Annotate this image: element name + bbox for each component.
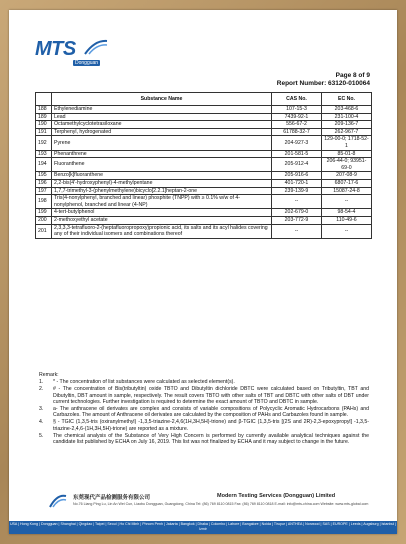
row-no: 201 bbox=[36, 224, 52, 238]
remark-note bbox=[39, 433, 369, 445]
page-header-info bbox=[277, 72, 370, 88]
footer bbox=[49, 491, 389, 517]
note-text: * - The concentration of list substances were calculated as selected element(s). bbox=[53, 379, 235, 386]
row-name: 2,2-bis(4'-hydroxyphenyl)-4-methylpentane bbox=[52, 179, 272, 187]
row-cas: 201-581-5 bbox=[272, 150, 322, 158]
row-ec: 207-08-9 bbox=[322, 172, 372, 180]
page-label: Page 8 of 9 bbox=[335, 72, 370, 79]
mts-logo bbox=[35, 38, 115, 78]
row-cas: -- bbox=[272, 224, 322, 238]
table-row bbox=[36, 158, 372, 172]
network-locations-bar: USA | Hong Kong | Dongguan | Shanghai | Qingdao | Taipei | Seoul | Ho Chi Minh | Phnom Penh | Jakarta | Bangkok | Dhaka | Colombo | Lahore | Bangalore | Noida | Tirupur | ANTHEA | Norwood | SAS | EUROPE | Leeds | Augsburg | Istanbul | Izmir bbox=[9, 521, 397, 534]
row-cas: 61788-32-7 bbox=[272, 128, 322, 136]
note-num: 2. bbox=[39, 386, 44, 393]
table-row bbox=[36, 216, 372, 224]
substance-table bbox=[35, 92, 372, 239]
row-name: 2,3,3,3-tetrafluoro-2-(heptafluoropropoxy)propionic acid, its salts and its acyl halides covering any of their individual isomers and combinations thereof bbox=[52, 224, 272, 238]
row-cas: 203-772-9 bbox=[272, 216, 322, 224]
row-name: Fluoranthene bbox=[52, 158, 272, 172]
note-text: § - TGIC (1,3,5-tris (oxiranylmethyl) -1,3,5-triazine-2,4,6(1H,3H,5H)-trione) and β-TGIC (1,3,5-tris [(2S and 2R)-2,3-epoxypropyl] -1,3,5-triazine-2,4,6-(1H,3H,5H)-trione) are reported as a mixture. bbox=[53, 419, 369, 432]
row-name: Terphenyl, hydrogenated bbox=[52, 128, 272, 136]
row-no: 197 bbox=[36, 187, 52, 195]
row-ec: 6807-17-6 bbox=[322, 179, 372, 187]
row-no: 199 bbox=[36, 209, 52, 217]
table-row bbox=[36, 128, 372, 136]
note-num: 1. bbox=[39, 379, 44, 386]
remark-note bbox=[39, 379, 369, 385]
row-no: 200 bbox=[36, 216, 52, 224]
row-ec: 129-00-0; 1718-52-1 bbox=[322, 136, 372, 150]
remarks-section bbox=[39, 372, 369, 446]
header-no bbox=[36, 93, 52, 106]
table-row bbox=[36, 113, 372, 121]
row-no: 189 bbox=[36, 113, 52, 121]
table-header-row bbox=[36, 93, 372, 106]
header-substance-name: Substance Name bbox=[52, 93, 272, 106]
row-name: Tris(4-nonylphenyl, branched and linear) phosphite (TNPP) with ≥ 0.1% w/w of 4-nonylphenol, branched and linear (4-NP) bbox=[52, 195, 272, 209]
report-number: Report Number: 63120-010064 bbox=[276, 80, 370, 87]
row-ec: -- bbox=[322, 195, 372, 209]
header-cas-no: CAS No. bbox=[272, 93, 322, 106]
note-text: The chemical analysis of the Substance of Very High Concern is performed by currently available analytical techniques against the candidate list published by ECHA on July 16, 2019. This list was not finalized by ECHA and it may subject to change in the future. bbox=[53, 432, 369, 446]
row-name: 1,7,7-trimethyl-3-(phenylmethylene)bicyclo[2.2.1]heptan-2-one bbox=[52, 187, 272, 195]
row-name: Pyrene bbox=[52, 136, 272, 150]
row-name: Lead bbox=[52, 113, 272, 121]
logo-swoosh-icon bbox=[83, 38, 109, 56]
row-no: 195 bbox=[36, 172, 52, 180]
row-no: 190 bbox=[36, 121, 52, 129]
row-no: 193 bbox=[36, 150, 52, 158]
company-name-cn: 东莞现代产品检测服务有限公司 bbox=[73, 495, 151, 501]
remark-note bbox=[39, 406, 369, 418]
table-row bbox=[36, 187, 372, 195]
table-row bbox=[36, 224, 372, 238]
row-cas: -- bbox=[272, 195, 322, 209]
table-row bbox=[36, 172, 372, 180]
row-cas: 205-912-4 bbox=[272, 158, 322, 172]
footer-logo-icon bbox=[49, 493, 67, 509]
note-text: a- The anthracene oil derivates are complex and consists of variable compositions of Polycyclic Aromatic Hydrocarbons (PAHs) and Carbazoles. The amount of Anthracene oil derivates are calculated by the composition of PAHs and Carbazoles found in sample. bbox=[53, 406, 369, 419]
row-no: 192 bbox=[36, 136, 52, 150]
table-row bbox=[36, 195, 372, 209]
note-num: 4. bbox=[39, 419, 44, 426]
row-ec: 231-100-4 bbox=[322, 113, 372, 121]
row-name: Octamethylcyclotetrasiloxane bbox=[52, 121, 272, 129]
row-name: 4-tert-butylphenol bbox=[52, 209, 272, 217]
table-row bbox=[36, 136, 372, 150]
row-ec: 203-468-6 bbox=[322, 106, 372, 114]
note-num: 5. bbox=[39, 432, 44, 439]
table-row bbox=[36, 121, 372, 129]
table-row bbox=[36, 209, 372, 217]
logo-text: MTS bbox=[35, 38, 76, 60]
row-ec: -- bbox=[322, 224, 372, 238]
row-ec: 110-49-6 bbox=[322, 216, 372, 224]
logo-sub: Dongguan bbox=[75, 60, 99, 66]
row-ec: 15087-24-8 bbox=[322, 187, 372, 195]
report-page bbox=[9, 10, 397, 534]
company-name-en: Modern Testing Services (Dongguan) Limited bbox=[217, 493, 336, 499]
table-row bbox=[36, 179, 372, 187]
note-text: # - The concentration of Bis(tributyltin) oxide TBTO and Dibutyltin dichloride DBTC were calculated based on Tributyltin, TBT and Dibutyltin, DBT amount in sample, respectively. The result covers TBTO with other salts of TBT and DBTC with other salts of DBT under current technologies. Further investigation is required to determine the exact amount of TBTO and DBTC in sample. bbox=[53, 386, 369, 405]
row-ec: 98-54-4 bbox=[322, 209, 372, 217]
row-cas: 204-927-3 bbox=[272, 136, 322, 150]
remark-note bbox=[39, 386, 369, 405]
company-address: No.76 Liang Ping Lu, Lin An Wei Cun, Liaobu Dongguan, Guangdong, China Tel: (86) 769 8110 0815 Fax: (86) 769 8110 0818 E-mail: info@mts-china.com Website: www.mts-global.com bbox=[73, 502, 369, 506]
row-name: Benzo[k]fluoranthene bbox=[52, 172, 272, 180]
row-no: 191 bbox=[36, 128, 52, 136]
table-row bbox=[36, 150, 372, 158]
row-cas: 7439-92-1 bbox=[272, 113, 322, 121]
row-name: 2-methoxyethyl acetate bbox=[52, 216, 272, 224]
row-no: 198 bbox=[36, 195, 52, 209]
row-ec: 209-136-7 bbox=[322, 121, 372, 129]
row-ec: 206-44-0; 93951-69-0 bbox=[322, 158, 372, 172]
row-name: Ethylenediamine bbox=[52, 106, 272, 114]
header-ec-no: EC No. bbox=[322, 93, 372, 106]
remarks-title: Remark: bbox=[39, 372, 59, 378]
table-row bbox=[36, 106, 372, 114]
row-cas: 401-720-1 bbox=[272, 179, 322, 187]
row-cas: 205-916-6 bbox=[272, 172, 322, 180]
row-name: Phenanthrene bbox=[52, 150, 272, 158]
row-no: 194 bbox=[36, 158, 52, 172]
row-no: 188 bbox=[36, 106, 52, 114]
note-num: 3. bbox=[39, 406, 44, 413]
row-no: 196 bbox=[36, 179, 52, 187]
row-cas: 107-15-3 bbox=[272, 106, 322, 114]
remark-note bbox=[39, 419, 369, 431]
row-cas: 239-139-9 bbox=[272, 187, 322, 195]
row-cas: 556-67-2 bbox=[272, 121, 322, 129]
row-ec: 262-967-7 bbox=[322, 128, 372, 136]
row-ec: 85-01-8 bbox=[322, 150, 372, 158]
row-cas: 202-679-0 bbox=[272, 209, 322, 217]
